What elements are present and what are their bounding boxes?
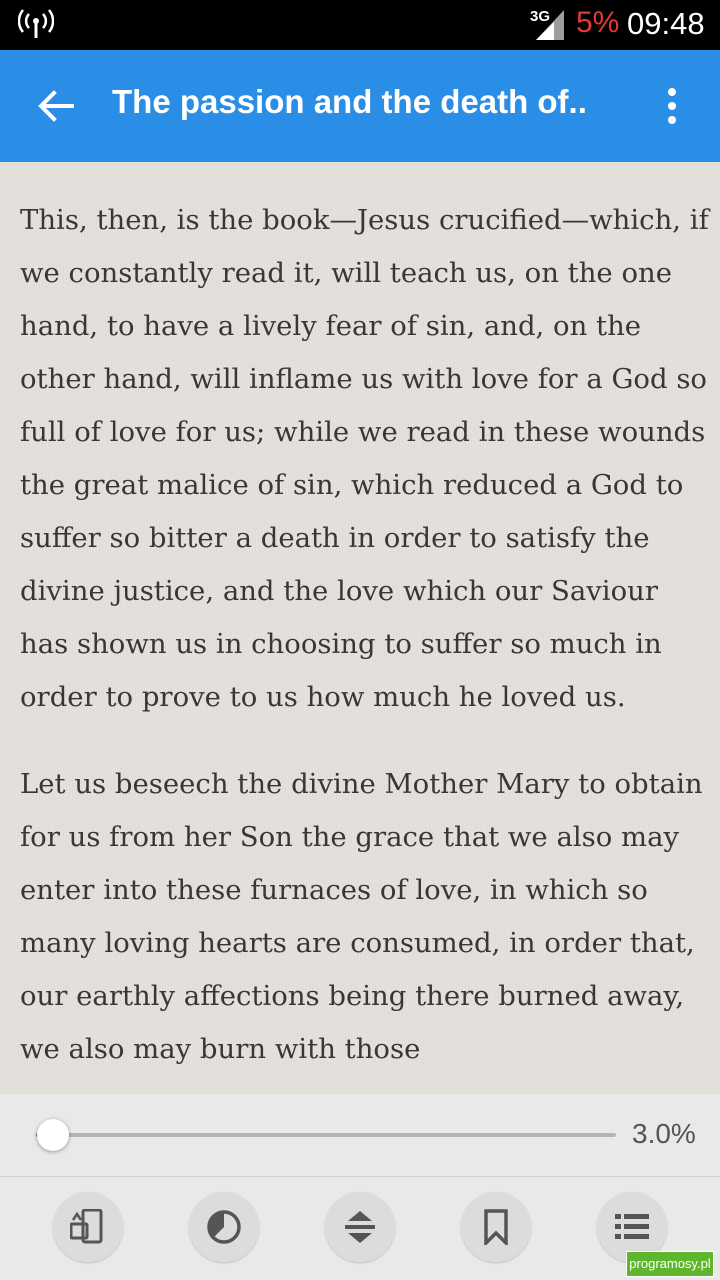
brightness-contrast-icon bbox=[206, 1209, 242, 1245]
list-icon bbox=[614, 1209, 650, 1245]
network-type: 3G bbox=[530, 8, 551, 25]
line-spacing-button[interactable] bbox=[325, 1192, 395, 1262]
back-arrow-icon[interactable] bbox=[32, 82, 80, 130]
progress-slider-thumb[interactable] bbox=[37, 1119, 69, 1151]
reading-progress-panel bbox=[0, 1094, 720, 1177]
clock: 09:48 bbox=[627, 6, 705, 41]
status-bar bbox=[0, 0, 720, 50]
rotate-screen-button[interactable] bbox=[53, 1192, 123, 1262]
more-options-icon[interactable] bbox=[652, 82, 692, 130]
reader-page[interactable] bbox=[0, 162, 720, 1094]
app-bar bbox=[0, 50, 720, 162]
screen-rotation-icon bbox=[70, 1209, 106, 1245]
brightness-button[interactable] bbox=[189, 1192, 259, 1262]
wireless-antenna-icon bbox=[18, 9, 54, 41]
bookmark-button[interactable] bbox=[461, 1192, 531, 1262]
bookmark-icon bbox=[478, 1209, 514, 1245]
signal-strength-icon bbox=[536, 10, 564, 40]
progress-slider[interactable] bbox=[36, 1133, 616, 1137]
progress-percent: 3.0% bbox=[632, 1118, 696, 1149]
paragraph: Let us beseech the divine Mother Mary to obtain for us from her Son the grace that we also may enter into these furnaces of love, in which so many loving hearts are consumed, in order that, our earthly affections being there burned away, we also may burn with those bbox=[20, 768, 703, 1065]
bottom-toolbar bbox=[0, 1177, 720, 1280]
battery-level: 5% bbox=[576, 6, 620, 39]
book-title: The passion and the death of.. bbox=[112, 83, 587, 120]
watermark: programosy.pl bbox=[626, 1251, 714, 1277]
line-spacing-icon bbox=[342, 1209, 378, 1245]
paragraph: This, then, is the book—Jesus crucified—which, if we constantly read it, will teach us, on the one hand, to have a lively fear of sin, and, on the other hand, will inflame us with love for a God so full of love for us; while we read in these wounds the great malice of sin, which reduced a God to suffer so bitter a death in order to satisfy the divine justice, and the love which our Saviour has shown us in choosing to suffer so much in order to prove to us how much he loved us. bbox=[20, 204, 709, 713]
